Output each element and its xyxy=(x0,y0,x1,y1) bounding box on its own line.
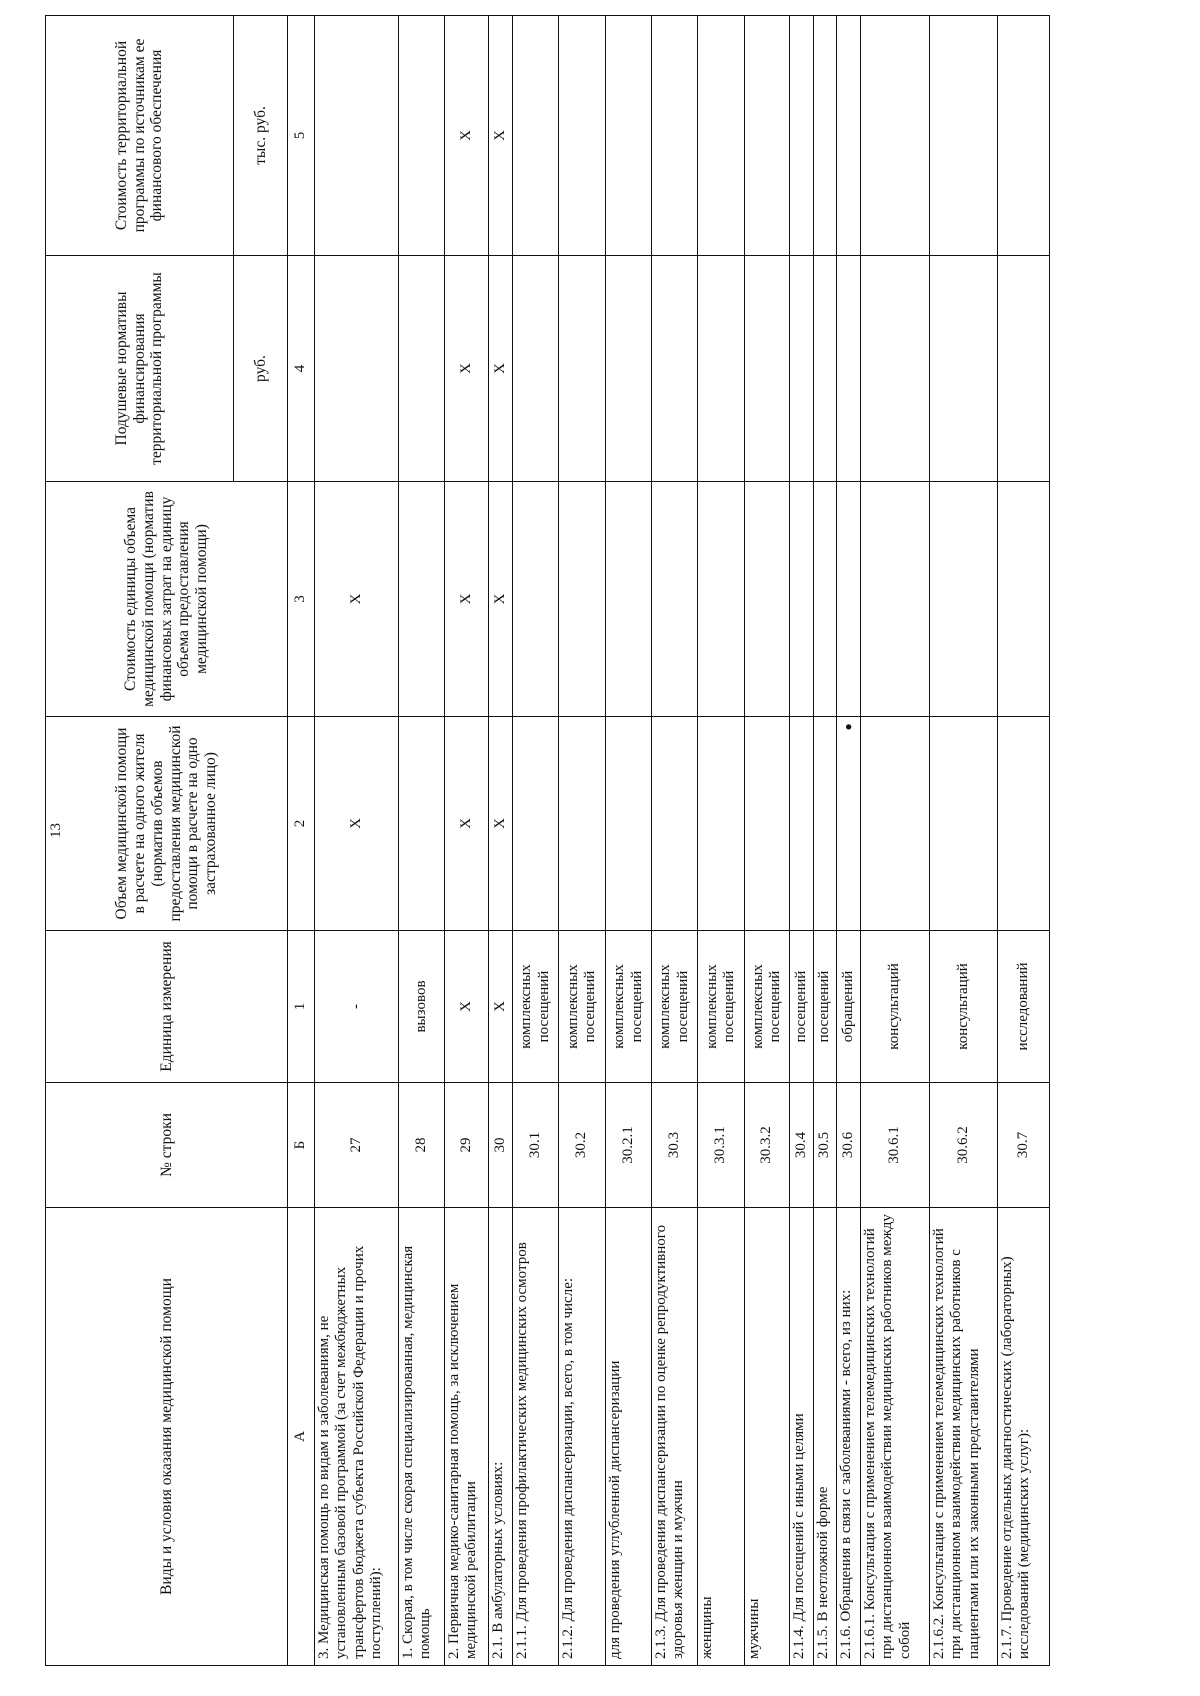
table-row xyxy=(837,16,861,1666)
cell-unit: обращений xyxy=(837,931,861,1083)
table-row xyxy=(315,16,399,1666)
header-volume: Объем медицинской помощи в расчете на одного жителя (норматив объемов предоставления медицинской помощи в расчете на одно застрахованное лицо) xyxy=(46,717,288,931)
cell-per-capita xyxy=(698,256,745,482)
cell-per-capita xyxy=(513,256,559,482)
cell-per-capita: X xyxy=(489,256,513,482)
cell-unit: X xyxy=(489,931,513,1083)
cell-unit: посещений xyxy=(814,931,837,1083)
cell-cost xyxy=(513,16,559,256)
cell-unit-cost xyxy=(861,482,930,717)
table-row xyxy=(606,16,652,1666)
table-container xyxy=(45,16,1161,1666)
cell-row-no: 30.3.2 xyxy=(745,1083,790,1208)
cell-unit: комплексных посещений xyxy=(745,931,790,1083)
cell-volume xyxy=(745,717,790,931)
cell-per-capita xyxy=(399,256,445,482)
cell-volume-mark: • xyxy=(837,717,861,931)
table-row xyxy=(513,16,559,1666)
table-row xyxy=(998,16,1050,1666)
cell-name: 2.1. В амбулаторных условиях: xyxy=(489,1208,513,1666)
cell-unit-cost xyxy=(998,482,1050,717)
cell-unit: посещений xyxy=(790,931,814,1083)
cell-volume xyxy=(513,717,559,931)
table-row xyxy=(399,16,445,1666)
header-row-no: № строки xyxy=(46,1083,288,1208)
header-per-capita: Подушевые нормативы финансирования территориальной программы xyxy=(46,256,234,482)
cell-cost: X xyxy=(445,16,489,256)
cell-name: 2.1.6.2. Консультация с применением телемедицинских технологий при дистанционном взаимодействии медицинских работников с пациентами или их законными представителями xyxy=(930,1208,998,1666)
table-row xyxy=(745,16,790,1666)
header-cost: Стоимость территориальной программы по источникам ее финансового обеспечения xyxy=(46,16,234,256)
cell-row-no: 30.1 xyxy=(513,1083,559,1208)
header-cost-unit: тыс. руб. xyxy=(234,16,288,256)
cell-cost xyxy=(559,16,606,256)
cell-per-capita xyxy=(814,256,837,482)
cell-unit-cost xyxy=(559,482,606,717)
cell-unit: исследований xyxy=(998,931,1050,1083)
cell-name: 2.1.6.1. Консультация с применением телемедицинских технологий при дистанционном взаимодействии медицинских работников между собой xyxy=(861,1208,930,1666)
page-number: 13 xyxy=(48,823,64,838)
cell-unit: комплексных посещений xyxy=(559,931,606,1083)
cell-row-no: 30.3.1 xyxy=(698,1083,745,1208)
cell-per-capita xyxy=(745,256,790,482)
cell-cost xyxy=(399,16,445,256)
cell-per-capita xyxy=(315,256,399,482)
cell-cost xyxy=(814,16,837,256)
cell-unit-cost xyxy=(399,482,445,717)
cell-cost: X xyxy=(489,16,513,256)
header-unit-cost: Стоимость единицы объема медицинской помощи (норматив финансовых затрат на единицу объема предоставления медицинской помощи) xyxy=(46,482,288,717)
col-number: 1 xyxy=(288,931,315,1083)
cell-unit: - xyxy=(315,931,399,1083)
cell-unit: комплексных посещений xyxy=(698,931,745,1083)
cell-row-no: 29 xyxy=(445,1083,489,1208)
cell-name: 2.1.5. В неотложной форме xyxy=(814,1208,837,1666)
cell-row-no: 30.6.2 xyxy=(930,1083,998,1208)
cell-name: 2.1.1. Для проведения профилактических медицинских осмотров xyxy=(513,1208,559,1666)
col-number: 4 xyxy=(288,256,315,482)
table-row xyxy=(698,16,745,1666)
cell-row-no: 27 xyxy=(315,1083,399,1208)
cell-unit: вызовов xyxy=(399,931,445,1083)
header-per-capita-unit: руб. xyxy=(234,256,288,482)
cell-volume: X xyxy=(315,717,399,931)
cell-cost xyxy=(930,16,998,256)
cell-cost xyxy=(745,16,790,256)
table-row xyxy=(445,16,489,1666)
cell-unit: X xyxy=(445,931,489,1083)
cell-unit: консультаций xyxy=(930,931,998,1083)
cell-volume xyxy=(998,717,1050,931)
cell-cost xyxy=(652,16,698,256)
cell-unit-cost: X xyxy=(445,482,489,717)
cell-name: 2.1.2. Для проведения диспансеризации, всего, в том числе: xyxy=(559,1208,606,1666)
cell-name: для проведения углубленной диспансеризации xyxy=(606,1208,652,1666)
cell-unit-cost xyxy=(513,482,559,717)
cell-name: женщины xyxy=(698,1208,745,1666)
cell-name: 2.1.4. Для посещений с иными целями xyxy=(790,1208,814,1666)
cell-cost xyxy=(698,16,745,256)
table-row xyxy=(861,16,930,1666)
cell-row-no: 30.2 xyxy=(559,1083,606,1208)
table-row xyxy=(489,16,513,1666)
cell-unit-cost xyxy=(698,482,745,717)
header-unit: Единица измерения xyxy=(46,931,288,1083)
cell-volume: X xyxy=(445,717,489,931)
cell-volume xyxy=(559,717,606,931)
cell-name: 2. Первичная медико-санитарная помощь, за исключением медицинской реабилитации xyxy=(445,1208,489,1666)
cell-name: 2.1.3. Для проведения диспансеризации по оценке репродуктивного здоровья женщин и мужчин xyxy=(652,1208,698,1666)
cell-cost xyxy=(837,16,861,256)
cell-unit-cost: X xyxy=(315,482,399,717)
cell-volume: X xyxy=(489,717,513,931)
cell-cost xyxy=(606,16,652,256)
cell-row-no: 28 xyxy=(399,1083,445,1208)
cell-volume xyxy=(930,717,998,931)
column-numbers-row xyxy=(288,16,315,1666)
cell-per-capita xyxy=(606,256,652,482)
cell-per-capita xyxy=(861,256,930,482)
cell-per-capita xyxy=(559,256,606,482)
table-row xyxy=(652,16,698,1666)
cell-row-no: 30.2.1 xyxy=(606,1083,652,1208)
cell-volume xyxy=(790,717,814,931)
cell-name: мужчины xyxy=(745,1208,790,1666)
cell-cost xyxy=(315,16,399,256)
cell-per-capita xyxy=(837,256,861,482)
cell-per-capita xyxy=(652,256,698,482)
cell-name: 3. Медицинская помощь по видам и заболеваниям, не установленным базовой программой (за счет межбюджетных трансфертов бюджета субъекта Российской Федерации и прочих поступлений): xyxy=(315,1208,399,1666)
cell-volume xyxy=(861,717,930,931)
col-number: 2 xyxy=(288,717,315,931)
cell-per-capita xyxy=(998,256,1050,482)
col-number: 3 xyxy=(288,482,315,717)
cell-row-no: 30.7 xyxy=(998,1083,1050,1208)
cell-row-no: 30.6 xyxy=(837,1083,861,1208)
col-number: Б xyxy=(288,1083,315,1208)
cell-unit-cost xyxy=(814,482,837,717)
table-row xyxy=(559,16,606,1666)
cell-row-no: 30.6.1 xyxy=(861,1083,930,1208)
cell-unit-cost xyxy=(745,482,790,717)
cell-volume xyxy=(698,717,745,931)
cell-unit: комплексных посещений xyxy=(652,931,698,1083)
cell-unit-cost xyxy=(837,482,861,717)
cell-row-no: 30.5 xyxy=(814,1083,837,1208)
cell-unit-cost xyxy=(606,482,652,717)
cell-per-capita: X xyxy=(445,256,489,482)
cell-row-no: 30.3 xyxy=(652,1083,698,1208)
cell-per-capita xyxy=(790,256,814,482)
col-number: 5 xyxy=(288,16,315,256)
cell-volume xyxy=(606,717,652,931)
cell-unit: комплексных посещений xyxy=(513,931,559,1083)
norms-table xyxy=(45,15,1050,1666)
table-row xyxy=(814,16,837,1666)
cell-name: 1. Скорая, в том числе скорая специализированная, медицинская помощь xyxy=(399,1208,445,1666)
cell-row-no: 30 xyxy=(489,1083,513,1208)
table-row xyxy=(790,16,814,1666)
cell-name: 2.1.6. Обращения в связи с заболеваниями - всего, из них: xyxy=(837,1208,861,1666)
cell-volume xyxy=(652,717,698,931)
cell-unit: консультаций xyxy=(861,931,930,1083)
cell-name: 2.1.7. Проведение отдельных диагностических (лабораторных) исследований (медицинских услуг): xyxy=(998,1208,1050,1666)
cell-cost xyxy=(861,16,930,256)
cell-unit-cost xyxy=(790,482,814,717)
cell-unit: комплексных посещений xyxy=(606,931,652,1083)
table-row xyxy=(930,16,998,1666)
cell-unit-cost: X xyxy=(489,482,513,717)
header-name: Виды и условия оказания медицинской помощи xyxy=(46,1208,288,1666)
cell-volume xyxy=(814,717,837,931)
cell-cost xyxy=(998,16,1050,256)
cell-cost xyxy=(790,16,814,256)
cell-unit-cost xyxy=(930,482,998,717)
col-number: А xyxy=(288,1208,315,1666)
cell-volume xyxy=(399,717,445,931)
cell-per-capita xyxy=(930,256,998,482)
cell-unit-cost xyxy=(652,482,698,717)
cell-row-no: 30.4 xyxy=(790,1083,814,1208)
